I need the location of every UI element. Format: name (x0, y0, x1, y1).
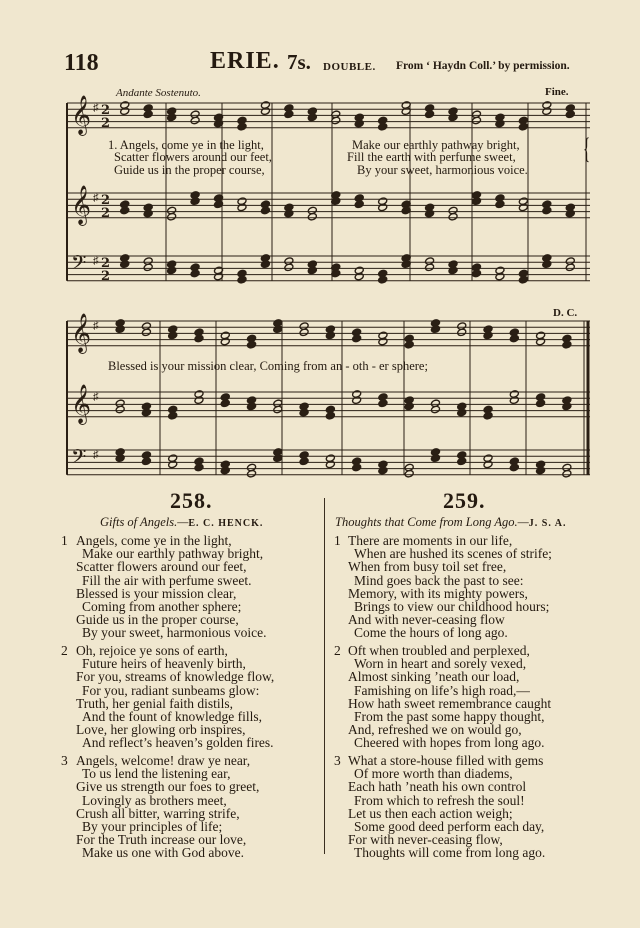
note-head (354, 200, 364, 209)
key-sharp-icon: ♯ (93, 320, 99, 332)
note-head (472, 197, 482, 206)
time-signature: 2 (101, 116, 111, 131)
hymn-258-title (100, 515, 263, 530)
note-head (220, 337, 230, 346)
note-head (120, 107, 130, 116)
hymn-259-verse-line: Famishing on life’s high road,— (354, 682, 530, 698)
note-head (273, 405, 283, 414)
lyric-line-3-left: Guide us in the proper course, (114, 163, 265, 177)
treble-clef-icon: 𝄞 (71, 185, 92, 225)
note-head (120, 260, 130, 269)
note-head (168, 411, 178, 420)
note-head (495, 272, 505, 281)
note-head (430, 325, 440, 334)
note-head (354, 119, 364, 128)
note-head (167, 212, 177, 221)
note-head (307, 212, 317, 221)
note-head (284, 263, 294, 272)
note-head (425, 110, 435, 119)
hymn-259-verse-number: 1 (334, 533, 341, 548)
note-head (518, 122, 528, 131)
hymn-259-verse-line: Of more worth than diadems, (354, 766, 513, 782)
note-head (448, 266, 458, 275)
lyric-line-3-right: By your sweet, harmonious voice. (357, 163, 528, 177)
note-head (307, 266, 317, 275)
note-head (141, 408, 151, 417)
note-head (143, 110, 153, 119)
hymn-259-number: 259. (443, 488, 486, 513)
hymn-258-verse-line: Future heirs of heavenly birth, (82, 656, 246, 672)
hymn-259-verse-line: Brings to view our childhood hours; (354, 599, 550, 614)
note-head (472, 269, 482, 278)
hymn-259-verse-line: Worn in heart and sorely vexed, (354, 656, 527, 672)
hymn-258-verse-number: 3 (61, 753, 68, 768)
hymn-259-verse-line: There are moments in our life, (348, 533, 513, 548)
note-head (273, 454, 283, 463)
hymn-258-title-text: Gifts of Angels.— (100, 515, 189, 529)
hymn-259-verse-line: Some good deed perform each day, (354, 819, 545, 834)
hymn-258-author: E. C. HENCK. (188, 518, 264, 529)
hymn-258-verse-line: Scatter flowers around our feet, (76, 559, 247, 575)
hymn-258-verse-line: To us lend the listening ear, (82, 766, 231, 782)
note-head (565, 263, 575, 272)
hymn-259-verse-line: For with never-ceasing flow, (348, 832, 503, 848)
note-head (378, 399, 388, 408)
hymn-259-verse-line: When are hushed its scenes of strife; (354, 546, 552, 562)
note-head (536, 466, 546, 475)
note-head (404, 402, 414, 411)
lyric-line-1-right: Make our earthly pathway bright, (352, 138, 520, 152)
hymn-259-title-text: Thoughts that Come from Long Ago.— (335, 515, 529, 529)
double-label: DOUBLE. (323, 61, 376, 73)
note-head (448, 113, 458, 122)
note-head (299, 408, 309, 417)
note-head (425, 209, 435, 218)
note-head (325, 331, 335, 340)
note-head (509, 463, 519, 472)
note-head (284, 110, 294, 119)
hymn-259-verse-line: From the past some happy thought, (354, 709, 545, 724)
note-head (325, 411, 335, 420)
note-head (237, 122, 247, 131)
hymn-259-author: J. S. A. (528, 518, 567, 529)
note-head (404, 469, 414, 478)
column-divider (324, 498, 325, 854)
hymn-258-verse-line: For the Truth increase our love, (76, 832, 247, 848)
hymn-258-number: 258. (170, 488, 213, 513)
note-head (307, 113, 317, 122)
note-head (378, 122, 388, 131)
note-head (194, 396, 204, 405)
note-head (194, 463, 204, 472)
note-head (565, 209, 575, 218)
dc-marking: D. C. (553, 307, 578, 319)
note-head (509, 396, 519, 405)
tune-name: ERIE. (210, 48, 280, 74)
hymn-259-verse-line: Come the hours of long ago. (354, 625, 508, 641)
hymn-259-verse-line: And, refreshed we on would go, (348, 722, 522, 738)
hymn-258-verse-line: Oh, rejoice ye sons of earth, (76, 643, 228, 658)
meter: 7s. (287, 50, 311, 74)
key-sharp-icon: ♯ (93, 192, 99, 204)
note-head (542, 260, 552, 269)
hymn-258-verse-line: And the fount of knowledge fills, (82, 709, 262, 724)
note-head (378, 337, 388, 346)
note-head (562, 340, 572, 349)
note-head (430, 405, 440, 414)
hymn-258-verse-line: Angels, welcome! draw ye near, (76, 753, 251, 768)
note-head (495, 119, 505, 128)
time-signature: 2 (101, 256, 111, 271)
treble-clef-icon: 𝄞 (71, 313, 92, 353)
note-head (483, 460, 493, 469)
note-head (299, 457, 309, 466)
verse-brace: { (583, 132, 591, 165)
note-head (167, 113, 177, 122)
treble-clef-icon: 𝄞 (71, 384, 92, 424)
note-head (495, 200, 505, 209)
hymn-258-verse-line: For you, streams of knowledge flow, (76, 669, 275, 685)
hymn-259-verse-line: And with never-ceasing flow (348, 612, 505, 628)
note-head (404, 340, 414, 349)
key-sharp-icon: ♯ (93, 449, 99, 461)
note-head (457, 457, 467, 466)
hymn-258-verse-line: Give us strength our foes to greet, (76, 779, 260, 795)
hymn-258-verse-line: Make our earthly pathway bright, (82, 546, 264, 562)
note-head (352, 396, 362, 405)
note-head (143, 209, 153, 218)
bass-clef-icon: 𝄢 (71, 251, 87, 279)
source-credit: From ‘ Haydn Coll.’ by permission. (396, 60, 570, 72)
note-head (237, 203, 247, 212)
note-head (284, 209, 294, 218)
lyric-line-2-right: Fill the earth with perfume sweet, (347, 150, 516, 164)
hymn-259-verse-number: 3 (334, 753, 341, 768)
tempo-marking: Andante Sostenuto. (116, 87, 201, 99)
note-head (430, 454, 440, 463)
note-head (565, 110, 575, 119)
hymn-259-verse-line: Mind goes back the past to see: (354, 572, 524, 588)
note-head (220, 466, 230, 475)
note-head (509, 334, 519, 343)
note-head (247, 402, 257, 411)
note-head (168, 331, 178, 340)
hymn-259-verse-line: From which to refresh the soul! (354, 792, 525, 808)
hymn-258-verse-line: By your principles of life; (82, 819, 223, 834)
hymn-258-verse-line: Lovingly as brothers meet, (82, 792, 227, 808)
note-head (190, 269, 200, 278)
hymn-259-verse-line: When from busy toil set free, (348, 559, 507, 575)
note-head (536, 337, 546, 346)
hymn-259-verse-line: Oft when troubled and perplexed, (348, 643, 530, 658)
note-head (167, 266, 177, 275)
note-head (352, 463, 362, 472)
hymn-259-title (335, 515, 567, 530)
hymn-258-verse-line: And reflect’s heaven’s golden fires. (82, 735, 274, 751)
hymn-258-verse-line: Coming from another sphere; (82, 599, 242, 614)
lyric-system-2: Blessed is your mission clear, Coming from an - oth - er sphere; (108, 359, 428, 373)
note-head (425, 263, 435, 272)
hymn-259-verse-number: 2 (334, 643, 341, 658)
time-signature: 2 (101, 103, 111, 118)
note-head (247, 340, 257, 349)
note-head (378, 203, 388, 212)
key-sharp-icon: ♯ (93, 102, 99, 114)
hymn-258-verse-line: Love, her glowing orb inspires, (76, 722, 246, 738)
bass-clef-icon: 𝄢 (71, 445, 87, 473)
hymn-259-verse-line: What a store-house filled with gems (348, 753, 544, 768)
note-head (141, 457, 151, 466)
note-head (472, 116, 482, 125)
time-signature: 2 (101, 269, 111, 284)
hymn-258-verse-line: Truth, her genial faith distils, (76, 695, 233, 711)
hymn-259-verse-line: Let us then each action weigh; (348, 805, 513, 821)
note-head (260, 260, 270, 269)
note-head (260, 206, 270, 215)
time-signature: 2 (101, 206, 111, 221)
note-head (190, 116, 200, 125)
hymn-258-verse-line: Make us one with God above. (82, 845, 244, 861)
note-head (378, 275, 388, 284)
note-head (562, 402, 572, 411)
hymn-258-verse-line: Guide us in the proper course, (76, 612, 239, 628)
note-head (483, 411, 493, 420)
hymn-259-verse-line: Memory, with its mighty powers, (348, 585, 528, 601)
hymn-258-verse-number: 1 (61, 533, 68, 548)
note-head (352, 334, 362, 343)
note-head (518, 203, 528, 212)
note-head (378, 466, 388, 475)
fine-marking: Fine. (545, 86, 569, 98)
note-head (194, 334, 204, 343)
treble-clef-icon: 𝄞 (71, 95, 92, 135)
key-sharp-icon: ♯ (93, 391, 99, 403)
time-signature: 2 (101, 193, 111, 208)
hymn-259-verse-line: How hath sweet remembrance caught (348, 695, 552, 711)
note-head (457, 408, 467, 417)
note-head (143, 263, 153, 272)
note-head (190, 197, 200, 206)
hymn-258-verse-line: By your sweet, harmonious voice. (82, 625, 267, 641)
note-head (518, 275, 528, 284)
hymn-258-verse-line: Crush all bitter, warring strife, (76, 805, 240, 821)
note-head (237, 275, 247, 284)
lyric-line-2-left: Scatter flowers around our feet, (114, 150, 272, 164)
note-head (299, 328, 309, 337)
note-head (457, 328, 467, 337)
note-head (115, 454, 125, 463)
key-sharp-icon: ♯ (93, 255, 99, 267)
note-head (260, 107, 270, 116)
note-head (247, 469, 257, 478)
note-head (542, 206, 552, 215)
hymn-258-verse-line: Fill the air with perfume sweet. (82, 572, 252, 588)
note-head (220, 399, 230, 408)
hymn-258-verse-line: Angels, come ye in the light, (76, 533, 232, 548)
note-head (542, 107, 552, 116)
hymn-259-verse-line: Almost sinking ’neath our load, (348, 669, 520, 685)
hymn-259-verse-line: Cheered with hopes from long ago. (354, 735, 545, 751)
note-head (325, 460, 335, 469)
note-head (562, 469, 572, 478)
note-head (536, 399, 546, 408)
note-head (115, 405, 125, 414)
note-head (120, 206, 130, 215)
note-head (115, 325, 125, 334)
hymn-259-verse-line: Each hath ’neath his own control (348, 779, 527, 795)
hymn-259-verse-line: Thoughts will come from long ago. (354, 845, 546, 861)
hymn-258-verse-number: 2 (61, 643, 68, 658)
note-head (483, 331, 493, 340)
note-head (273, 325, 283, 334)
note-head (448, 212, 458, 221)
hymn-258-verse-line: For you, radiant sunbeams glow: (82, 682, 260, 698)
note-head (168, 460, 178, 469)
lyric-line-1-left: 1. Angels, come ye in the light, (108, 138, 264, 152)
note-head (354, 272, 364, 281)
note-head (141, 328, 151, 337)
hymn-258-verse-line: Blessed is your mission clear, (76, 585, 237, 601)
page-number: 118 (64, 50, 99, 76)
